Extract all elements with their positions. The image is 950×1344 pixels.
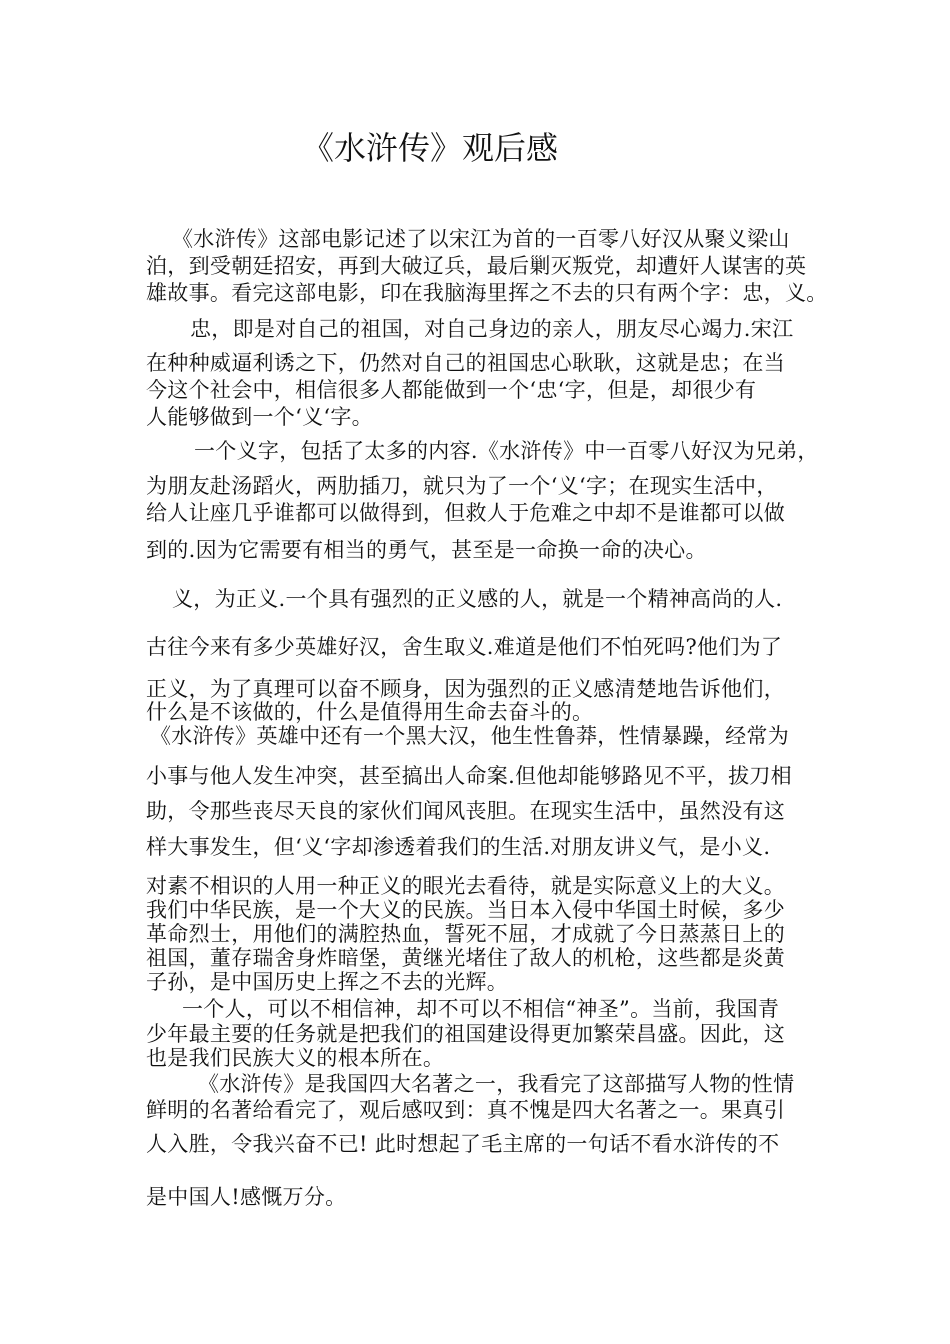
text-line: 革命烈士，用他们的满腔热血，誓死不屈，才成就了今日蒸蒸日上的	[146, 922, 785, 946]
text-line: 少年最主要的任务就是把我们的祖国建设得更加繁荣昌盛。因此，这	[146, 1022, 785, 1046]
text-line: 在种种威逼利诱之下，仍然对自己的祖国忠心耿耿，这就是忠；在当	[146, 351, 785, 375]
text-line: 子孙，是中国历史上挥之不去的光辉。	[146, 970, 509, 994]
text-line: 样大事发生，但‘义‘字却渗透着我们的生活.对朋友讲义气，是小义.	[146, 835, 771, 859]
text-line: 也是我们民族大义的根本所在。	[146, 1046, 445, 1070]
text-line: 鲜明的名著给看完了，观后感叹到：真不愧是四大名著之一。果真引	[146, 1098, 785, 1122]
text-line: 《水浒传》这部电影记述了以宋江为首的一百零八好汉从聚义梁山	[172, 227, 790, 251]
text-line: 为朋友赴汤蹈火，两肋插刀，就只为了一个‘义‘字；在现实生活中，	[146, 474, 778, 498]
text-line: 是中国人!感慨万分。	[146, 1185, 347, 1209]
text-line: 今这个社会中，相信很多人都能做到一个‘忠‘字，但是，却很少有	[146, 378, 757, 402]
document-title: 《水浒传》观后感	[301, 129, 558, 167]
text-line: 我们中华民族，是一个大义的民族。当日本入侵中华国土时候，多少	[146, 898, 785, 922]
text-line: 祖国，董存瑞舍身炸暗堡，黄继光堵住了敌人的机枪，这些都是炎黄	[146, 946, 785, 970]
text-line: 古往今来有多少英雄好汉，舍生取义.难道是他们不怕死吗?他们为了	[146, 635, 783, 659]
text-line: 人能够做到一个‘义‘字。	[146, 405, 373, 429]
text-line: 《水浒传》英雄中还有一个黑大汉，他生性鲁莽，性情暴躁，经常为	[150, 724, 789, 748]
text-line: 到的.因为它需要有相当的勇气，甚至是一命换一命的决心。	[146, 538, 707, 562]
text-line: 义，为正义.一个具有强烈的正义感的人，就是一个精神高尚的人.	[172, 587, 783, 611]
text-line: 一个人，可以不相信神，却不可以不相信“神圣”。当前，我国青	[182, 997, 780, 1021]
text-line: 雄故事。看完这部电影，印在我脑海里挥之不去的只有两个字：忠，义。	[146, 281, 828, 305]
text-line: 助，令那些丧尽天良的家伙们闻风丧胆。在现实生活中，虽然没有这	[146, 799, 785, 823]
text-line: 忠，即是对自己的祖国，对自己身边的亲人，朋友尽心竭力.宋江	[190, 317, 794, 341]
text-line: 小事与他人发生冲突，甚至搞出人命案.但他却能够路见不平，拔刀相	[146, 764, 792, 788]
text-line: 人入胜，令我兴奋不已! 此时想起了毛主席的一句话不看水浒传的不	[146, 1132, 780, 1156]
text-line: 泊，到受朝廷招安，再到大破辽兵，最后剿灭叛党，却遭奸人谋害的英	[146, 254, 807, 278]
text-line: 对素不相识的人用一种正义的眼光去看待，就是实际意义上的大义。	[146, 874, 785, 898]
text-line: 什么是不该做的，什么是值得用生命去奋斗的。	[146, 700, 594, 724]
text-line: 正义，为了真理可以奋不顾身，因为强烈的正义感清楚地告诉他们，	[146, 677, 785, 701]
text-line: 一个义字，包括了太多的内容.《水浒传》中一百零八好汉为兄弟，	[194, 439, 819, 463]
text-line: 给人让座几乎谁都可以做得到，但救人于危难之中却不是谁都可以做	[146, 501, 785, 525]
text-line: 《水浒传》是我国四大名著之一，我看完了这部描写人物的性情	[198, 1072, 795, 1096]
